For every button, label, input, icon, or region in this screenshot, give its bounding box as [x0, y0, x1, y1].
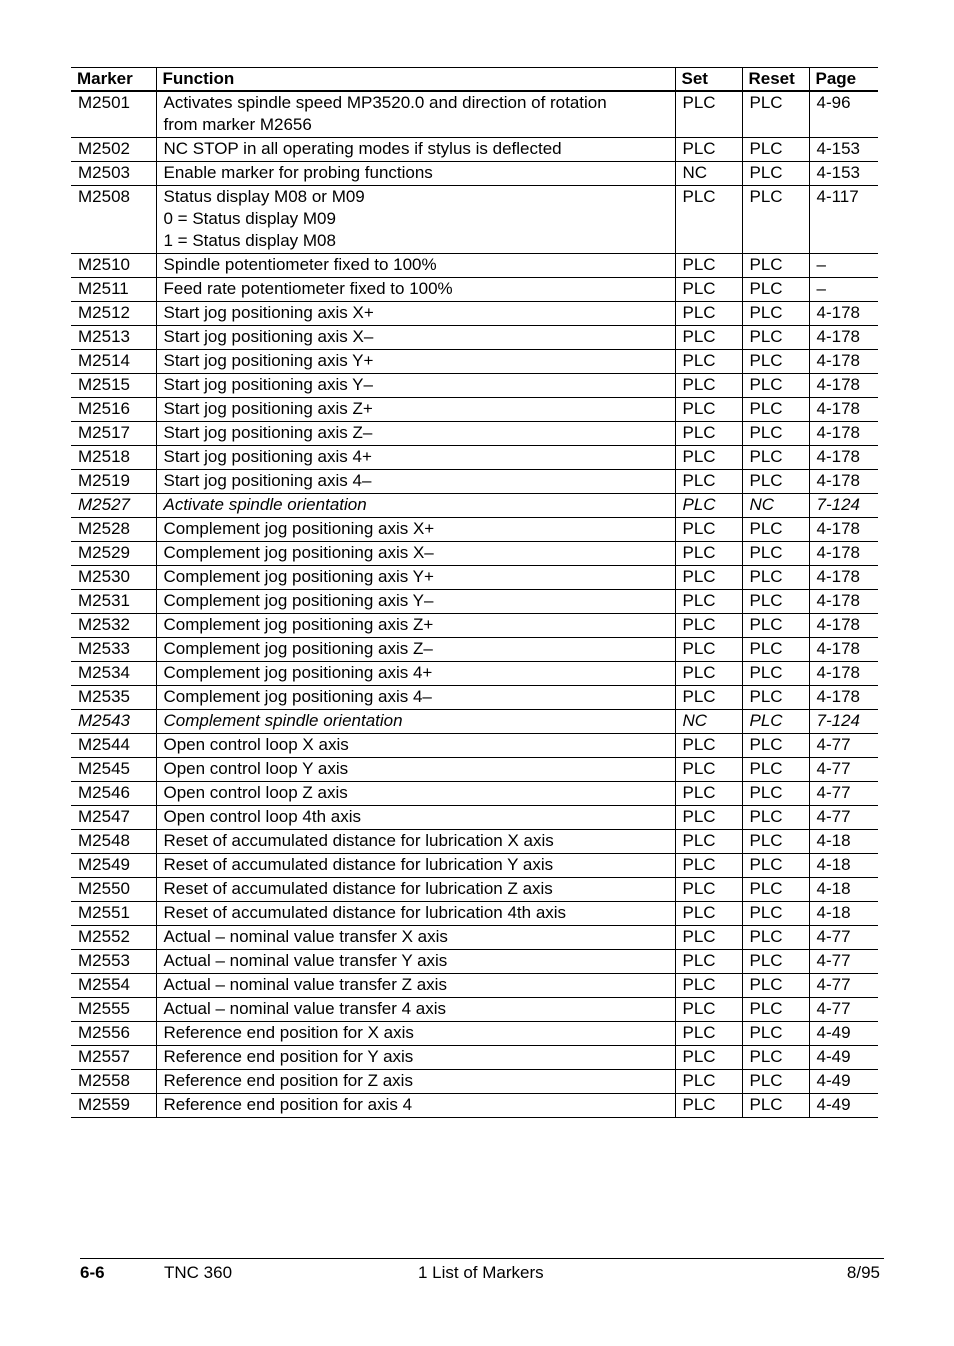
cell-page: 4-178 [809, 470, 878, 494]
cell-set: PLC [675, 326, 742, 350]
cell-function: NC STOP in all operating modes if stylus is deflected [156, 138, 675, 162]
cell-page: 4-18 [809, 830, 878, 854]
cell-set: PLC [675, 878, 742, 902]
cell-marker: M2508 [71, 186, 156, 254]
cell-set: PLC [675, 302, 742, 326]
cell-page: 4-178 [809, 686, 878, 710]
cell-reset: PLC [742, 758, 809, 782]
cell-function: Reference end position for axis 4 [156, 1094, 675, 1118]
cell-reset: PLC [742, 878, 809, 902]
cell-marker: M2535 [71, 686, 156, 710]
cell-reset: PLC [742, 782, 809, 806]
cell-set: PLC [675, 662, 742, 686]
cell-marker: M2553 [71, 950, 156, 974]
cell-function: Open control loop 4th axis [156, 806, 675, 830]
cell-reset: PLC [742, 470, 809, 494]
cell-marker: M2556 [71, 1022, 156, 1046]
cell-function: Complement jog positioning axis X+ [156, 518, 675, 542]
cell-page: 4-178 [809, 638, 878, 662]
table-row [71, 998, 878, 1022]
table-row [71, 398, 878, 422]
cell-reset: PLC [742, 162, 809, 186]
cell-function: Complement spindle orientation [156, 710, 675, 734]
cell-reset: PLC [742, 138, 809, 162]
cell-function: Open control loop X axis [156, 734, 675, 758]
cell-marker: M2532 [71, 614, 156, 638]
cell-function: Reference end position for Y axis [156, 1046, 675, 1070]
cell-page: 4-77 [809, 782, 878, 806]
cell-set: PLC [675, 638, 742, 662]
cell-page: 4-49 [809, 1070, 878, 1094]
table-row [71, 590, 878, 614]
cell-reset: PLC [742, 542, 809, 566]
table-row [71, 1046, 878, 1070]
table-row [71, 138, 878, 162]
cell-marker: M2545 [71, 758, 156, 782]
cell-function: Start jog positioning axis X+ [156, 302, 675, 326]
table-row [71, 830, 878, 854]
cell-marker: M2501 [71, 91, 156, 138]
cell-set: PLC [675, 470, 742, 494]
cell-set: PLC [675, 1022, 742, 1046]
table-header-row [71, 68, 878, 92]
cell-function: Activates spindle speed MP3520.0 and direction of rotation from marker M2656 [156, 91, 675, 138]
table-row [71, 950, 878, 974]
cell-function: Start jog positioning axis X– [156, 326, 675, 350]
header-page: Page [809, 68, 878, 92]
cell-function: Status display M08 or M09 0 = Status display M09 1 = Status display M08 [156, 186, 675, 254]
cell-set: PLC [675, 998, 742, 1022]
cell-set: PLC [675, 518, 742, 542]
cell-marker: M2531 [71, 590, 156, 614]
cell-marker: M2558 [71, 1070, 156, 1094]
cell-set: PLC [675, 254, 742, 278]
cell-marker: M2510 [71, 254, 156, 278]
table-row [71, 758, 878, 782]
cell-page: 4-153 [809, 138, 878, 162]
cell-function: Actual – nominal value transfer X axis [156, 926, 675, 950]
page-footer [80, 1258, 884, 1289]
cell-page: 4-77 [809, 734, 878, 758]
cell-reset: PLC [742, 518, 809, 542]
cell-function: Actual – nominal value transfer 4 axis [156, 998, 675, 1022]
cell-function: Activate spindle orientation [156, 494, 675, 518]
cell-reset: PLC [742, 254, 809, 278]
table-row [71, 91, 878, 138]
cell-reset: PLC [742, 186, 809, 254]
table-row [71, 854, 878, 878]
cell-reset: PLC [742, 1022, 809, 1046]
footer-product: TNC 360 [164, 1263, 233, 1282]
table-row [71, 926, 878, 950]
cell-set: PLC [675, 374, 742, 398]
cell-page: 7-124 [809, 710, 878, 734]
cell-reset: PLC [742, 614, 809, 638]
cell-reset: PLC [742, 1046, 809, 1070]
cell-marker: M2549 [71, 854, 156, 878]
cell-function: Complement jog positioning axis 4+ [156, 662, 675, 686]
cell-reset: PLC [742, 1070, 809, 1094]
table-row [71, 686, 878, 710]
cell-page: 4-178 [809, 566, 878, 590]
cell-set: PLC [675, 806, 742, 830]
cell-page: 4-178 [809, 326, 878, 350]
cell-reset: PLC [742, 974, 809, 998]
table-row [71, 542, 878, 566]
cell-reset: NC [742, 494, 809, 518]
cell-function: Start jog positioning axis Z– [156, 422, 675, 446]
cell-marker: M2552 [71, 926, 156, 950]
cell-marker: M2517 [71, 422, 156, 446]
cell-page: 4-77 [809, 974, 878, 998]
cell-page: 4-178 [809, 374, 878, 398]
cell-function: Open control loop Z axis [156, 782, 675, 806]
table-row [71, 518, 878, 542]
table-row [71, 734, 878, 758]
cell-page: 4-18 [809, 878, 878, 902]
cell-reset: PLC [742, 950, 809, 974]
cell-reset: PLC [742, 566, 809, 590]
table-row [71, 494, 878, 518]
cell-reset: PLC [742, 422, 809, 446]
table-row [71, 374, 878, 398]
cell-set: PLC [675, 950, 742, 974]
cell-marker: M2544 [71, 734, 156, 758]
cell-set: PLC [675, 686, 742, 710]
cell-marker: M2516 [71, 398, 156, 422]
cell-set: NC [675, 710, 742, 734]
cell-marker: M2534 [71, 662, 156, 686]
header-set: Set [675, 68, 742, 92]
cell-function: Complement jog positioning axis 4– [156, 686, 675, 710]
cell-set: PLC [675, 590, 742, 614]
cell-marker: M2512 [71, 302, 156, 326]
cell-marker: M2511 [71, 278, 156, 302]
table-row [71, 614, 878, 638]
table-row [71, 638, 878, 662]
cell-reset: PLC [742, 638, 809, 662]
table-row [71, 782, 878, 806]
cell-set: PLC [675, 1046, 742, 1070]
table-row [71, 350, 878, 374]
cell-set: PLC [675, 614, 742, 638]
cell-page: 4-178 [809, 614, 878, 638]
cell-set: PLC [675, 398, 742, 422]
cell-function: Complement jog positioning axis Y– [156, 590, 675, 614]
cell-reset: PLC [742, 590, 809, 614]
table-row [71, 446, 878, 470]
cell-function: Reset of accumulated distance for lubrication Y axis [156, 854, 675, 878]
cell-marker: M2518 [71, 446, 156, 470]
cell-page: 7-124 [809, 494, 878, 518]
cell-page: 4-153 [809, 162, 878, 186]
cell-marker: M2550 [71, 878, 156, 902]
cell-page: 4-178 [809, 518, 878, 542]
cell-function: Spindle potentiometer fixed to 100% [156, 254, 675, 278]
cell-reset: PLC [742, 998, 809, 1022]
cell-function: Reset of accumulated distance for lubrication Z axis [156, 878, 675, 902]
cell-page: 4-77 [809, 758, 878, 782]
cell-set: PLC [675, 1070, 742, 1094]
cell-set: PLC [675, 494, 742, 518]
cell-function: Start jog positioning axis Y+ [156, 350, 675, 374]
cell-marker: M2551 [71, 902, 156, 926]
table-row [71, 326, 878, 350]
cell-page: 4-18 [809, 854, 878, 878]
cell-marker: M2529 [71, 542, 156, 566]
table-row [71, 254, 878, 278]
cell-page: 4-77 [809, 806, 878, 830]
table-row [71, 162, 878, 186]
cell-marker: M2519 [71, 470, 156, 494]
cell-set: PLC [675, 734, 742, 758]
cell-set: PLC [675, 926, 742, 950]
cell-function: Start jog positioning axis Y– [156, 374, 675, 398]
table-row [71, 1022, 878, 1046]
cell-set: PLC [675, 186, 742, 254]
cell-function: Reset of accumulated distance for lubrication 4th axis [156, 902, 675, 926]
footer-section: 1 List of Markers [418, 1263, 544, 1282]
cell-page: 4-178 [809, 302, 878, 326]
cell-set: PLC [675, 422, 742, 446]
cell-page: 4-178 [809, 446, 878, 470]
cell-reset: PLC [742, 91, 809, 138]
cell-function: Complement jog positioning axis X– [156, 542, 675, 566]
cell-reset: PLC [742, 662, 809, 686]
cell-set: PLC [675, 91, 742, 138]
table-row [71, 974, 878, 998]
table-row [71, 1070, 878, 1094]
cell-page: 4-178 [809, 422, 878, 446]
footer-page-number: 6-6 [80, 1263, 105, 1282]
cell-page: 4-18 [809, 902, 878, 926]
cell-page: 4-117 [809, 186, 878, 254]
cell-marker: M2513 [71, 326, 156, 350]
cell-reset: PLC [742, 854, 809, 878]
cell-marker: M2514 [71, 350, 156, 374]
cell-page: – [809, 254, 878, 278]
cell-set: NC [675, 162, 742, 186]
cell-marker: M2555 [71, 998, 156, 1022]
cell-marker: M2533 [71, 638, 156, 662]
cell-page: 4-178 [809, 542, 878, 566]
table-row [71, 278, 878, 302]
cell-reset: PLC [742, 326, 809, 350]
cell-page: 4-49 [809, 1046, 878, 1070]
footer-date: 8/95 [846, 1263, 880, 1282]
cell-reset: PLC [742, 734, 809, 758]
table-row [71, 1094, 878, 1118]
cell-function: Actual – nominal value transfer Y axis [156, 950, 675, 974]
cell-set: PLC [675, 542, 742, 566]
cell-function: Complement jog positioning axis Z– [156, 638, 675, 662]
cell-reset: PLC [742, 1094, 809, 1118]
table-row [71, 186, 878, 254]
cell-set: PLC [675, 902, 742, 926]
cell-page: 4-49 [809, 1094, 878, 1118]
table-row [71, 302, 878, 326]
cell-set: PLC [675, 782, 742, 806]
cell-page: 4-77 [809, 950, 878, 974]
cell-function: Actual – nominal value transfer Z axis [156, 974, 675, 998]
cell-page: 4-77 [809, 998, 878, 1022]
cell-marker: M2530 [71, 566, 156, 590]
cell-reset: PLC [742, 398, 809, 422]
cell-function: Start jog positioning axis Z+ [156, 398, 675, 422]
header-function: Function [156, 68, 675, 92]
cell-function: Complement jog positioning axis Y+ [156, 566, 675, 590]
cell-page: – [809, 278, 878, 302]
cell-reset: PLC [742, 446, 809, 470]
cell-marker: M2528 [71, 518, 156, 542]
cell-marker: M2557 [71, 1046, 156, 1070]
cell-reset: PLC [742, 278, 809, 302]
table-row [71, 806, 878, 830]
cell-set: PLC [675, 138, 742, 162]
cell-page: 4-96 [809, 91, 878, 138]
cell-reset: PLC [742, 806, 809, 830]
cell-function: Complement jog positioning axis Z+ [156, 614, 675, 638]
cell-reset: PLC [742, 710, 809, 734]
cell-function: Reset of accumulated distance for lubrication X axis [156, 830, 675, 854]
cell-page: 4-178 [809, 590, 878, 614]
cell-set: PLC [675, 446, 742, 470]
cell-set: PLC [675, 854, 742, 878]
cell-set: PLC [675, 830, 742, 854]
cell-page: 4-178 [809, 398, 878, 422]
cell-marker: M2502 [71, 138, 156, 162]
table-row [71, 710, 878, 734]
table-row [71, 470, 878, 494]
cell-function: Enable marker for probing functions [156, 162, 675, 186]
cell-marker: M2548 [71, 830, 156, 854]
cell-reset: PLC [742, 830, 809, 854]
cell-reset: PLC [742, 350, 809, 374]
cell-reset: PLC [742, 926, 809, 950]
cell-marker: M2554 [71, 974, 156, 998]
cell-marker: M2559 [71, 1094, 156, 1118]
table-row [71, 422, 878, 446]
cell-marker: M2527 [71, 494, 156, 518]
cell-reset: PLC [742, 374, 809, 398]
cell-set: PLC [675, 974, 742, 998]
cell-set: PLC [675, 278, 742, 302]
marker-table [71, 67, 878, 1118]
cell-marker: M2543 [71, 710, 156, 734]
cell-page: 4-49 [809, 1022, 878, 1046]
cell-function: Feed rate potentiometer fixed to 100% [156, 278, 675, 302]
cell-page: 4-178 [809, 662, 878, 686]
cell-function: Start jog positioning axis 4+ [156, 446, 675, 470]
cell-set: PLC [675, 1094, 742, 1118]
cell-marker: M2546 [71, 782, 156, 806]
cell-function: Reference end position for X axis [156, 1022, 675, 1046]
cell-function: Open control loop Y axis [156, 758, 675, 782]
cell-marker: M2515 [71, 374, 156, 398]
cell-function: Reference end position for Z axis [156, 1070, 675, 1094]
header-marker: Marker [71, 68, 156, 92]
cell-page: 4-178 [809, 350, 878, 374]
cell-set: PLC [675, 566, 742, 590]
header-reset: Reset [742, 68, 809, 92]
table-row [71, 566, 878, 590]
cell-page: 4-77 [809, 926, 878, 950]
cell-marker: M2503 [71, 162, 156, 186]
table-row [71, 662, 878, 686]
cell-marker: M2547 [71, 806, 156, 830]
cell-reset: PLC [742, 686, 809, 710]
cell-reset: PLC [742, 302, 809, 326]
cell-reset: PLC [742, 902, 809, 926]
cell-set: PLC [675, 350, 742, 374]
cell-set: PLC [675, 758, 742, 782]
table-row [71, 878, 878, 902]
table-row [71, 902, 878, 926]
cell-function: Start jog positioning axis 4– [156, 470, 675, 494]
table-body [71, 91, 878, 1118]
